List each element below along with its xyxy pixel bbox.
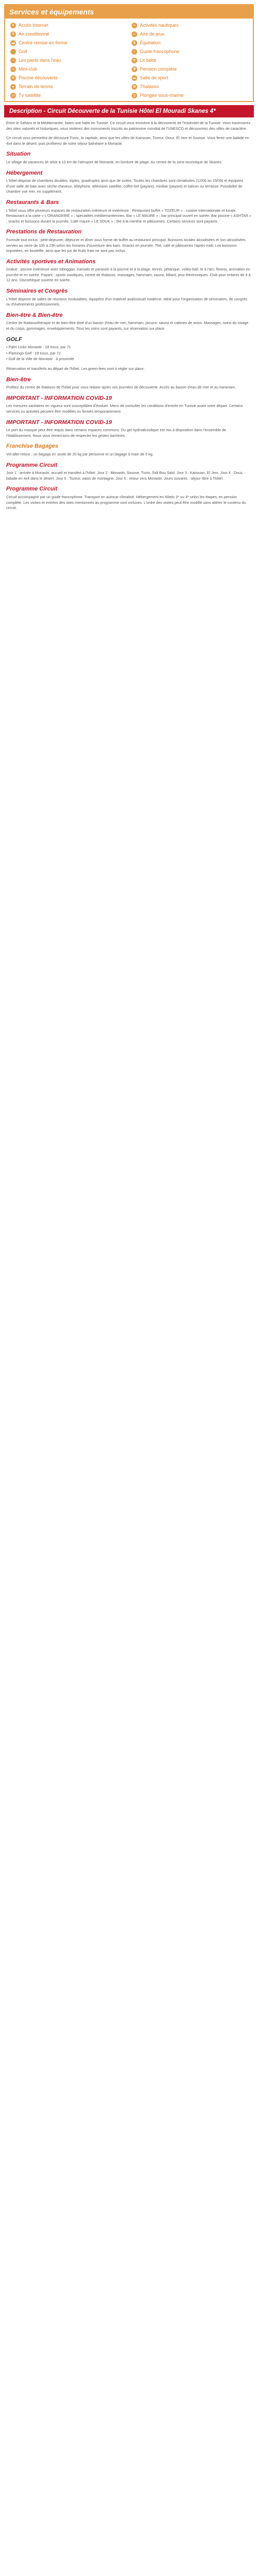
- section-title-bienetre-2: Bien-être: [6, 376, 31, 383]
- intro-paragraph: Entre le Sahara et la Méditerranée, faites une halte en Tunisie. Ce circuit vous emmène à la découverte de l'essentiel de la Tunisie. Vous traverserez des sites naturels et historiques, vous visiterez des monuments inscrits au patrimoine mondial de l'UNESCO et découvrirez des villes de caractère.: [6, 121, 251, 131]
- golf-icon: ⛳: [11, 49, 15, 54]
- activites-text: Gratuit : piscine extérieure avec toboggan, transats et parasols à la piscine et à la plage, tennis, pétanque, volley-ball, tir à l'arc, fitness, animation en journée et en soirée. Payant : sports nautiques, centre de thalasso, massages, hammam, sauna, billard, jeux électroniques. Club pour enfants de 4 à 12 ans. Discothèque ouverte en soirée.: [6, 267, 251, 283]
- guide-icon: i: [132, 49, 137, 55]
- bienetre-2-text: Profitez du centre de thalasso de l'hôtel pour vous relaxer après vos journées de découverte. Accès au bassin d'eau de mer et au hammam.: [6, 385, 236, 390]
- section-title-important-1: IMPORTANT - INFORMATION COVID-19: [6, 395, 112, 401]
- service-item: [132, 92, 248, 99]
- service-item: [10, 39, 126, 46]
- service-item: [10, 48, 126, 55]
- pool-icon: ≋: [10, 75, 16, 81]
- restaurants-text: L'hôtel vous offre plusieurs espaces de restauration intérieure et extérieure : Restaurant buffet « TOZEUR » ; cuisine internationale et locale. Restaurant à la carte « L'ORANGERIE » ; spécialités méditerranéennes. Bar « LE MAURE » ; bar principal ouvert en soirée. Bar piscine « ASHTAR » ; snacks et boissons durant la journée. Café maure « LE SOUK » ; thé à la menthe et pâtisseries. Certains services sont payants.: [6, 208, 252, 224]
- list-item: • Flamingo Golf : 18 trous, par 72: [6, 351, 252, 357]
- description-banner: Description - Circuit Découverte de la Tunisie Hôtel El Mouradi Skanes 4*: [4, 105, 254, 117]
- fork-icon: ✚: [132, 66, 137, 72]
- situation-text: Le village de vacances se situe à 10 km de l'aéroport de Monastir, en bordure de plage. Au centre de la zone touristique de Skanes.: [6, 159, 222, 164]
- section-title-situation: Situation: [6, 151, 31, 158]
- wifi-icon: ✈: [10, 23, 16, 28]
- service-label: Les pieds dans l'eau: [19, 58, 61, 63]
- gym-icon: ▬: [133, 76, 136, 80]
- kids-icon: ☺: [11, 67, 15, 71]
- product-page: [0, 4, 258, 511]
- service-label: Équitation: [140, 40, 161, 45]
- section-title-golf: GOLF: [6, 336, 22, 343]
- service-item: [132, 74, 248, 81]
- services-title: Services et équipements: [5, 5, 253, 19]
- dive-icon: ◎: [132, 93, 137, 98]
- service-item: [10, 74, 126, 81]
- crib-icon: ♥: [132, 58, 137, 63]
- service-label: Thalasso: [140, 84, 159, 89]
- golf-note: Réservation et transferts au départ de l'hôtel. Les green-fees sont à régler sur place.: [6, 366, 145, 371]
- service-label: Golf: [19, 49, 27, 54]
- section-title-activites: Activités sportives et Animations: [6, 258, 96, 265]
- playground-icon: ☺: [132, 32, 137, 36]
- service-label: Plongée sous-marine: [140, 93, 184, 98]
- service-label: Mini-club: [19, 66, 38, 72]
- section-title-franchise: Franchise Bagages: [6, 443, 58, 450]
- section-title-restaurants: Restaurants & Bars: [6, 199, 59, 206]
- dumbbell-icon: ▬: [11, 41, 15, 45]
- programme-2-text: Circuit accompagné par un guide francophone. Transport en autocar climatisé. Hébergement en hôtels 3* ou 4* selon les étapes, en pension complète. Les visites et entrées des sites mentionnés au programme sont incluses. L'ordre des visites peut être modifié sans altérer le contenu du circuit.: [6, 494, 246, 511]
- list-item: • Palm Links Monastir : 18 trous, par 71: [6, 345, 252, 350]
- service-item: [132, 39, 248, 46]
- description-content: [0, 117, 258, 511]
- section-title-programme: Programme Circuit: [6, 462, 58, 468]
- service-label: Guide francophone: [140, 49, 180, 54]
- section-title-prestations: Prestations de Restauration: [6, 229, 82, 235]
- service-item: [10, 57, 126, 64]
- prestations-text: Formule tout inclus : petit-déjeuner, déjeuner et dîner sous forme de buffet au restaurant principal. Boissons locales alcoolisées et non alcoolisées servies au verre de 10h à 23h selon les horaires d'ouverture des bars. Snacks en journée. Thé, café et pâtisseries l'après-midi. Les boissons importées, en bouteille, ainsi que les jus de fruits frais ne sont pas inclus.: [6, 237, 246, 253]
- snowflake-icon: ❄: [10, 31, 16, 37]
- bienetre-text: Centre de thalassothérapie et de bien-être doté d'un bassin d'eau de mer, hammam, jacuzzi, sauna et cabines de soins. Massages, soins du visage et du corps, gommages, enveloppements. Tous les soins sont payants, sur réservation sur place.: [6, 320, 249, 331]
- horse-icon: ♞: [132, 40, 137, 46]
- service-item: [10, 22, 126, 29]
- service-label: Piscine découverte: [19, 75, 58, 80]
- service-item: [10, 65, 126, 73]
- seminaires-text: L'hôtel dispose de salles de réunions modulables, équipées d'un matériel audiovisuel moderne. Idéal pour l'organisation de séminaires, de congrès ou d'évènements professionnels.: [6, 296, 248, 307]
- service-label: Accès Internet: [19, 23, 49, 28]
- programme-text: Jour 1 : arrivée à Monastir, accueil et transfert à l'hôtel. Jour 2 : Monastir, Sousse, Tunis, Sidi Bou Saïd. Jour 3 : Kairouan, El Jem. Jour 4 : Douz, balade en 4x4 dans le désert. Jour 5 : Tozeur, oasis de montagne. Jour 6 : retour vers Monastir. Jours suivants : séjour libre à l'hôtel.: [6, 470, 244, 481]
- section-title-programme-2: Programme Circuit: [6, 486, 58, 493]
- service-item: [10, 30, 126, 38]
- feet-icon: ~: [10, 58, 16, 63]
- section-title-important-2: IMPORTANT - INFORMATION COVID-19: [6, 419, 112, 426]
- service-label: Tv satellite: [19, 93, 41, 98]
- service-item: [132, 57, 248, 64]
- service-label: Activités nautiques: [140, 23, 179, 28]
- service-label: Terrain de tennis: [19, 84, 53, 89]
- tv-icon: ▭: [10, 93, 16, 98]
- service-item: [132, 48, 248, 55]
- tennis-icon: ●: [10, 84, 16, 90]
- service-item: [132, 83, 248, 90]
- intro-paragraph: Ce circuit vous permettra de découvrir Tunis, la capitale, ainsi que les villes de Kairouan, Tozeur, Douz, El Jem et Sousse. Vous ferez une balade en 4x4 dans le désert, puis profiterez de votre séjour balnéaire à Monastir.: [6, 135, 249, 146]
- section-title-hebergement: Hébergement: [6, 170, 43, 176]
- section-title-seminaires: Séminaires et Congrès: [6, 288, 68, 295]
- services-grid: [5, 19, 253, 101]
- service-label: Pension complète: [140, 66, 177, 72]
- important-1-text: Les mesures sanitaires en vigueur sont susceptibles d'évoluer. Merci de consulter les conditions d'entrée en Tunisie avant votre départ. Certains services ou activités peuvent être modifiés ou fermés temporairement.: [6, 403, 243, 414]
- service-item: [132, 30, 248, 38]
- service-label: Lit bébé: [140, 58, 157, 63]
- list-item: • Golf de la Ville de Monastir : à proximité: [6, 357, 252, 362]
- section-title-bienetre: Bien-être & Bien-être: [6, 312, 63, 318]
- wave-icon: ≈: [132, 23, 137, 28]
- golf-list: [6, 345, 252, 362]
- service-label: Centre remise en forme: [19, 40, 68, 45]
- spa-icon: ✿: [132, 84, 137, 90]
- service-label: Air conditionné: [19, 31, 50, 37]
- hebergement-text: L'hôtel dispose de chambres doubles, triples, quadruples ainsi que de suites. Toutes les chambres sont climatisées (12/06 au 15/09) et équipées d'une salle de bain avec sèche-cheveux, téléphone, télévision satellite, coffre-fort (payant), minibar (payant) et balcon ou terrasse. Possibilité de chambre vue mer, en supplément.: [6, 178, 244, 194]
- service-item: [10, 92, 126, 99]
- service-item: [132, 65, 248, 73]
- service-label: Aire de jeux: [140, 31, 165, 37]
- services-panel: [4, 4, 254, 102]
- service-item: [10, 83, 126, 90]
- important-2-text: Le port du masque peut être requis dans certains espaces communs. Du gel hydroalcoolique est mis à disposition dans l'ensemble de l'établissement. Nous vous remercions de respecter les gestes barrières.: [6, 428, 227, 438]
- franchise-text: Vol aller-retour : un bagage en soute de 20 kg par personne et un bagage à main de 5 kg.: [6, 451, 154, 456]
- service-item: [132, 22, 248, 29]
- service-label: Salle de sport: [140, 75, 169, 80]
